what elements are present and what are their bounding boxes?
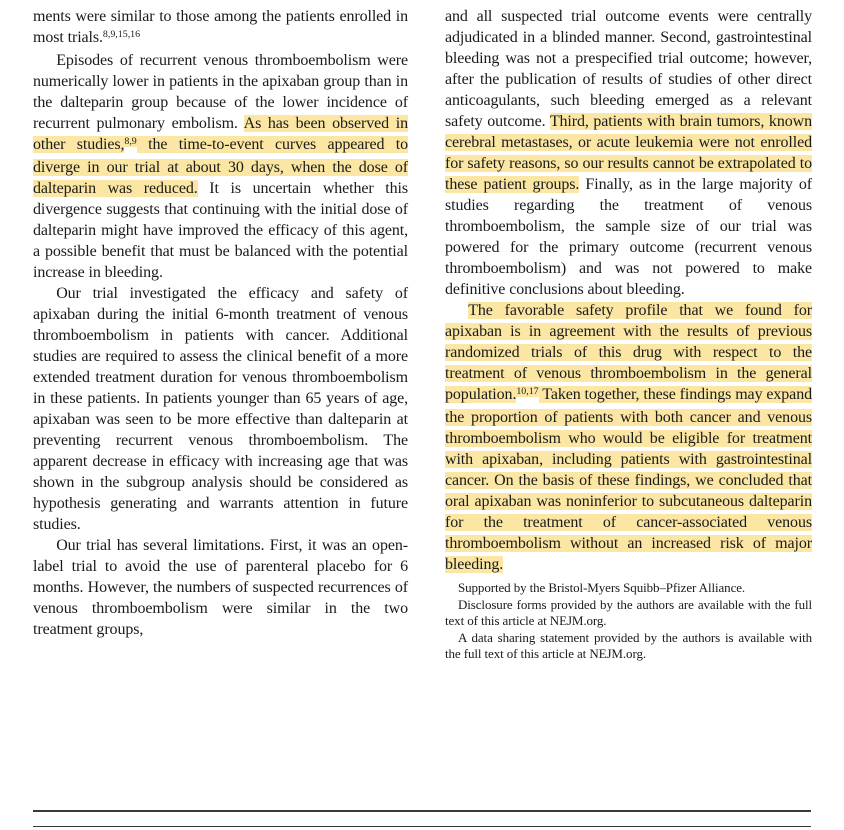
highlighted-text-segment: The favorable safety profile that we found for apixaban is in agreement with the results of previous randomized trials of this drug with respect to the treatment of venous thromboembolism in the general population.: [445, 302, 812, 403]
paragraph-continuation: [33, 6, 408, 50]
disclosure-statement: Disclosure forms provided by the authors are available with the full text of this article at NEJM.org.: [445, 596, 812, 628]
reference-superscript: 8,9: [124, 136, 137, 148]
paragraph: [33, 535, 408, 640]
data-sharing-statement: A data sharing statement provided by the authors is available with the full text of this article at NEJM.org.: [445, 629, 812, 661]
reference-superscript: 10,17: [516, 386, 539, 398]
support-statement: Supported by the Bristol-Myers Squibb–Pfizer Alliance.: [458, 580, 746, 595]
text-segment: ments were similar to those among the patients enrolled in most trials.: [33, 8, 408, 46]
highlighted-text-segment: Taken together, these findings may expand the proportion of patients with both cancer and venous thromboembolism who would be eligible for treatment with apixaban, including patients with gastrointestinal cancer. On the basis of these findings, we concluded that oral apixaban was noninferior to subcutaneous dalteparin for the treatment of cancer-associated venous thromboembolism without an increased risk of major bleeding.: [445, 386, 812, 573]
footnotes-block: [445, 580, 812, 663]
paragraph-continuation: [445, 6, 812, 300]
two-column-text-block: [33, 6, 812, 663]
text-segment: Our trial has several limitations. First, it was an open-label trial to avoid the use of parenteral placebo for 6 months. However, the numbers of suspected recurrences of venous thromboembolism were similar in the two treatment groups,: [33, 537, 408, 638]
right-column: [445, 6, 812, 663]
bottom-rule-1: [33, 810, 811, 812]
paragraph: [445, 300, 812, 575]
bottom-rule-2: [33, 826, 811, 827]
text-segment: It is uncertain whether this divergence suggests that continuing with the initial dose of dalteparin might have improved the efficacy of this agent, a possible benefit that must be balanced with the potential increase in bleeding.: [33, 180, 408, 281]
left-column: [33, 6, 408, 663]
text-segment: Our trial investigated the efficacy and safety of apixaban during the initial 6-month treatment of venous thromboembolism in patients with cancer. Additional studies are required to assess the clinical benefit of a more extended treatment duration for venous thromboembolism in these patients. In patients younger than 65 years of age, apixaban was seen to be more effective than dalteparin at preventing recurrent venous thromboembolism. The apparent decrease in efficacy with increasing age that was shown in the subgroup analysis should be considered as hypothesis generating and warrants attention in future studies.: [33, 285, 408, 533]
text-segment: Finally, as in the large majority of studies regarding the treatment of venous thromboembolism, the sample size of our trial was powered for the primary outcome (recurrent venous thromboembolism) and was not powered to make definitive conclusions about bleeding.: [445, 176, 812, 298]
text-segment: Episodes of recurrent venous thromboembolism were numerically lower in patients in the apixaban group than in the dalteparin group because of the lower incidence of recurrent pulmonary embolism.: [33, 52, 408, 132]
highlighted-text-segment: Third, patients with brain tumors, known cerebral metastases, or acute leukemia were not enrolled for safety reasons, so our results cannot be extrapolated to these patient groups.: [445, 113, 812, 193]
highlighted-text-segment: the time-to-event curves appeared to diverge in our trial at about 30 days, when the dose of dalteparin was reduced.: [33, 136, 408, 197]
reference-superscript: 8,9,15,16: [102, 29, 141, 41]
text-segment: and all suspected trial outcome events were centrally adjudicated in a blinded manner. Second, gastrointestinal bleeding was not a prespecified trial outcome; however, after the publication of results of studies of other direct anticoagulants, such bleeding emerged as a relevant safety outcome.: [445, 8, 812, 130]
paragraph: [33, 283, 408, 535]
highlighted-text-segment: As has been observed in other studies,: [33, 115, 408, 153]
paragraph: [33, 50, 408, 283]
